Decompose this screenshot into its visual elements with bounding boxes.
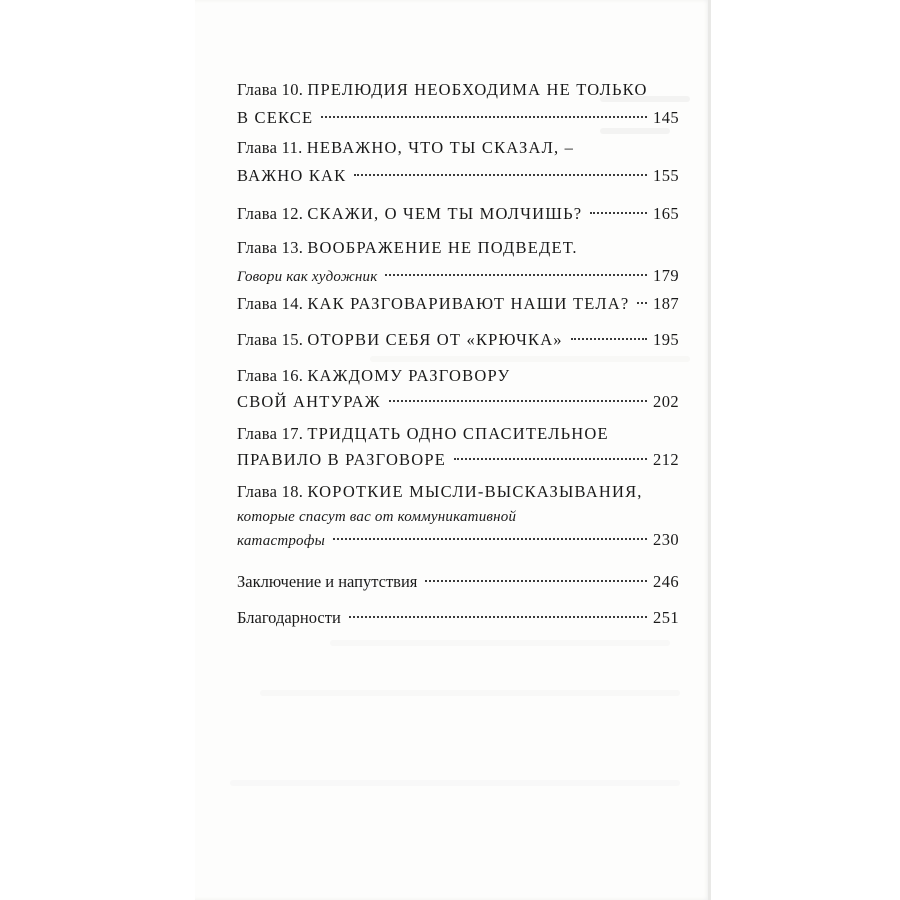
dot-leader <box>354 174 647 176</box>
dot-leader <box>321 116 647 118</box>
chapter-title-line-1: НЕВАЖНО, ЧТО ТЫ СКАЗАЛ, – <box>306 138 575 157</box>
chapter-title-line-1: ОТОРВИ СЕБЯ ОТ «КРЮЧКА» <box>307 330 563 349</box>
chapter-label: Глава 18. <box>237 482 304 501</box>
page-number: 251 <box>653 608 679 627</box>
chapter-title-line-1: КАК РАЗГОВАРИВАЮТ НАШИ ТЕЛА? <box>307 294 630 313</box>
chapter-label: Глава 16. <box>237 366 304 385</box>
show-through-mark <box>330 640 670 646</box>
page-number: 246 <box>653 572 679 591</box>
dot-leader <box>389 400 647 402</box>
page-number: 165 <box>653 204 679 223</box>
chapter-title-line-1: ТРИДЦАТЬ ОДНО СПАСИТЕЛЬНОЕ <box>307 424 609 443</box>
dot-leader <box>637 302 647 304</box>
chapter-label: Глава 11. <box>237 138 303 157</box>
show-through-mark <box>260 690 680 696</box>
chapter-title-line-1: КОРОТКИЕ МЫСЛИ-ВЫСКАЗЫВАНИЯ, <box>307 482 643 501</box>
chapter-title-line-1: ВООБРАЖЕНИЕ НЕ ПОДВЕДЕТ. <box>307 238 578 257</box>
chapter-title-line-1: ПРЕЛЮДИЯ НЕОБХОДИМА НЕ ТОЛЬКО <box>307 80 648 99</box>
chapter-title-line-2: ВАЖНО КАК <box>237 166 347 185</box>
chapter-label: Глава 15. <box>237 330 304 349</box>
page-number: 195 <box>653 330 679 349</box>
section-title: Заключение и напутствия <box>237 572 418 591</box>
dot-leader <box>454 458 647 460</box>
dot-leader <box>590 212 647 214</box>
show-through-mark <box>230 780 680 786</box>
chapter-title-line-2: ПРАВИЛО В РАЗГОВОРЕ <box>237 450 447 469</box>
chapter-subtitle-line-2: катастрофы <box>237 533 325 549</box>
dot-leader <box>571 338 647 340</box>
chapter-label: Глава 12. <box>237 204 304 223</box>
page-number: 187 <box>653 294 679 313</box>
page-number: 179 <box>653 266 679 285</box>
chapter-title-line-1: СКАЖИ, О ЧЕМ ТЫ МОЛЧИШЬ? <box>307 204 583 223</box>
page-number: 212 <box>653 450 679 469</box>
dot-leader <box>349 616 647 618</box>
page-number: 155 <box>653 166 679 185</box>
chapter-label: Глава 14. <box>237 294 304 313</box>
dot-leader <box>333 538 647 540</box>
dot-leader <box>425 580 647 582</box>
chapter-label: Глава 10. <box>237 80 304 99</box>
page-edge <box>708 0 711 900</box>
dot-leader <box>385 274 647 276</box>
chapter-label: Глава 17. <box>237 424 304 443</box>
page-number: 202 <box>653 392 679 411</box>
chapter-subtitle: Говори как художник <box>237 269 378 285</box>
chapter-title-line-2: СВОЙ АНТУРАЖ <box>237 392 381 411</box>
chapter-title-line-1: КАЖДОМУ РАЗГОВОРУ <box>307 366 511 385</box>
chapter-label: Глава 13. <box>237 238 304 257</box>
section-title: Благодарности <box>237 608 341 627</box>
page-number: 145 <box>653 108 679 127</box>
chapter-subtitle-line-1: которые спасут вас от коммуникативной <box>237 509 517 525</box>
show-through-mark <box>370 356 690 362</box>
page-number: 230 <box>653 530 679 549</box>
chapter-title-line-2: В СЕКСЕ <box>237 108 314 127</box>
